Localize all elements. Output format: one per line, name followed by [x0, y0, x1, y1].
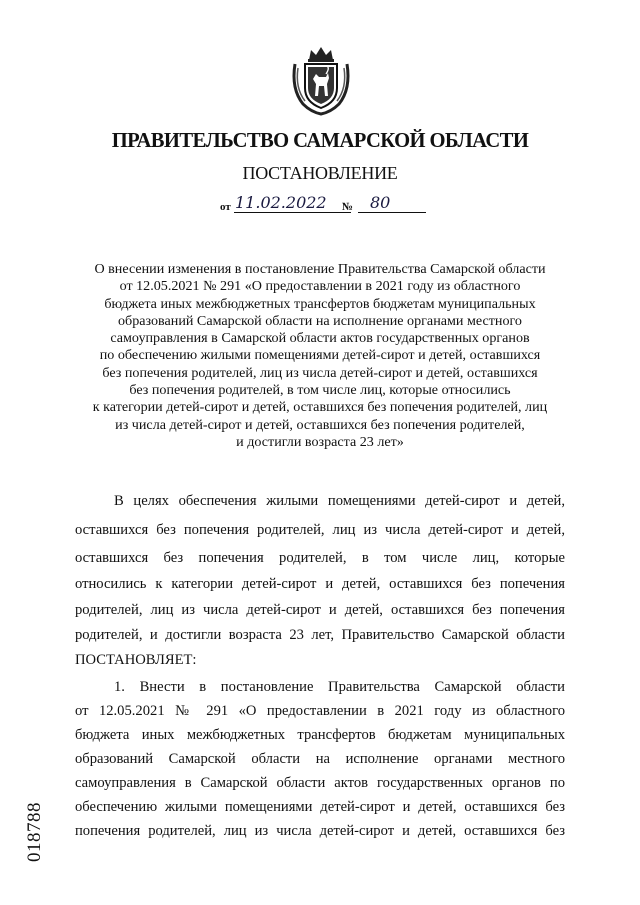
preamble-line: относились к категории детей-сирот и детей, оставшихся без попечения — [75, 576, 565, 592]
preamble-line: оставшихся без попечения родителей, лиц из числа детей-сирот и детей, — [75, 522, 565, 538]
subject-line: по обеспечению жилыми помещениями детей-сирот и детей, оставшихся — [99, 347, 541, 364]
preamble-line: ПОСТАНОВЛЯЕТ: — [75, 652, 197, 668]
date-underline — [234, 212, 351, 213]
document-subject — [60, 261, 580, 451]
stamp-number-text: 018788 — [24, 802, 45, 862]
preamble-line: родителей, лиц из числа детей-сирот и детей, оставшихся без попечения — [75, 602, 565, 618]
subject-line: из числа детей-сирот и детей, оставшихся без попечения родителей, — [115, 416, 525, 433]
subject-line: образований Самарской области на исполнение органами местного — [118, 312, 522, 329]
government-title: ПРАВИТЕЛЬСТВО САМАРСКОЙ ОБЛАСТИ — [111, 128, 529, 152]
subject-line: к категории детей-сирот и детей, оставшихся без попечения родителей, лиц — [92, 399, 548, 416]
number-underline — [358, 212, 426, 213]
item1-line: бюджета иных межбюджетных трансфертов бюджетам муниципальных — [75, 727, 565, 743]
subject-line: без попечения родителей, в том числе лиц, которые относились — [129, 382, 511, 399]
subject-line: О внесении изменения в постановление Правительства Самарской области — [94, 261, 546, 277]
subject-line: без попечения родителей, лиц из числа детей-сирот и детей, оставшихся — [102, 364, 538, 381]
stamp-number — [24, 802, 50, 862]
document-type: ПОСТАНОВЛЕНИЕ — [242, 163, 398, 183]
document-date-number — [220, 194, 435, 216]
subject-line: бюджета иных межбюджетных трансфертов бюджетам муниципальных — [104, 295, 536, 312]
date-value: 11.02.2022 — [235, 193, 327, 212]
subject-line: и достигли возраста 23 лет» — [236, 433, 404, 450]
date-label: от — [220, 201, 231, 213]
preamble-line: оставшихся без попечения родителей, в том числе лиц, которые — [75, 550, 565, 566]
item1-line: образований Самарской области на исполнение органами местного — [75, 751, 565, 767]
item1-line: от 12.05.2021 № 291 «О предоставлении в 2021 году из областного — [75, 703, 565, 719]
subject-line: самоуправления в Самарской области актов государственных органов — [110, 330, 530, 347]
item1-line: самоуправления в Самарской области актов государственных органов по — [75, 775, 565, 791]
preamble-line: родителей, и достигли возраста 23 лет, Правительство Самарской области — [75, 627, 565, 643]
item1-line: попечения родителей, лиц из числа детей-сирот и детей, оставшихся без — [75, 823, 565, 839]
number-label: № — [342, 201, 354, 213]
samara-coat-of-arms-icon — [289, 44, 353, 116]
preamble-line: В целях обеспечения жилыми помещениями детей-сирот и детей, — [114, 493, 565, 509]
subject-line: от 12.05.2021 № 291 «О предоставлении в 2021 году из областного — [119, 278, 521, 295]
number-value: 80 — [370, 193, 391, 212]
item1-line: обеспечению жилыми помещениями детей-сирот и детей, оставшихся без — [75, 799, 565, 815]
item1-line: 1. Внести в постановление Правительства Самарской области — [114, 679, 565, 695]
